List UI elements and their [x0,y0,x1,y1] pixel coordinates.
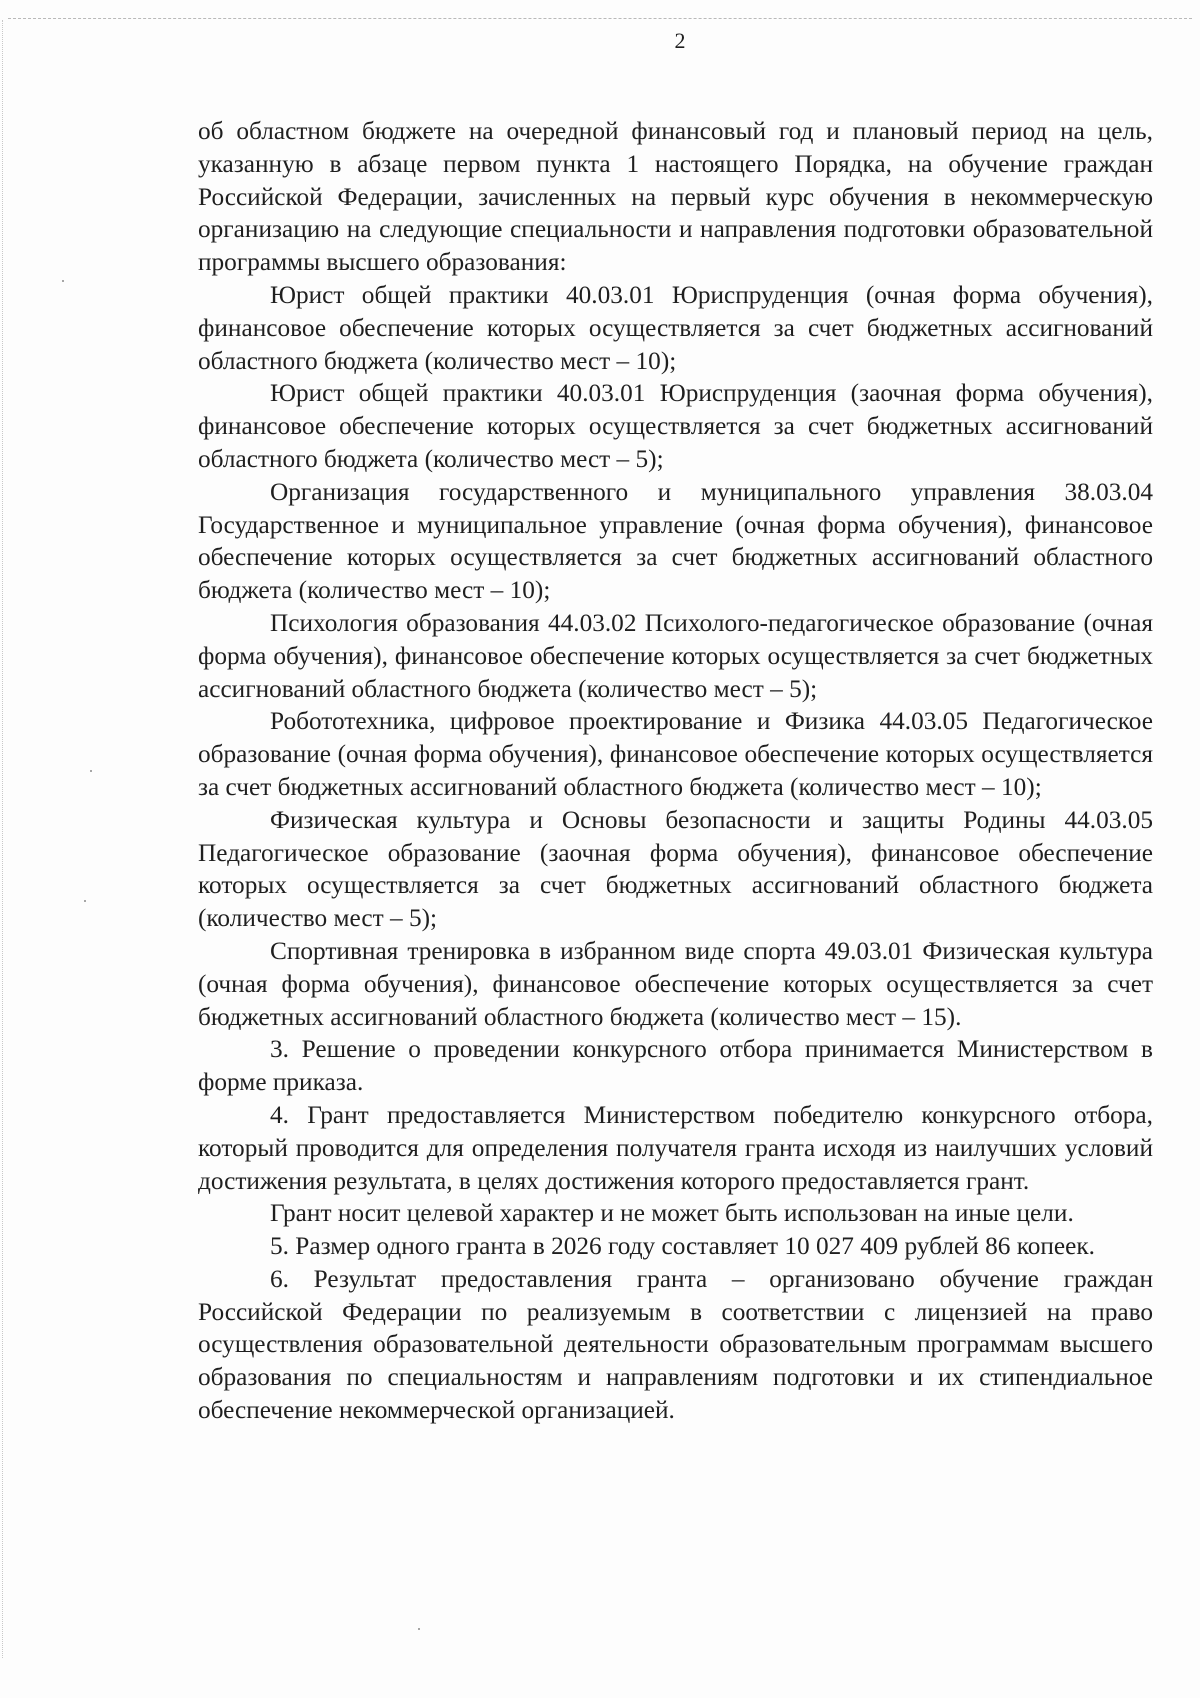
paragraph: Грант носит целевой характер и не может быть использован на иные цели. [270,1199,1074,1228]
scan-speck [90,770,92,772]
paragraph: 3. Решение о проведении конкурсного отбора принимается Министерством в форме приказа. [198,1035,1153,1097]
paragraph: Спортивная тренировка в избранном виде спорта 49.03.01 Физическая культура (очная форма обучения), финансовое обеспечение которых осуществляется за счет бюджетных ассигнований областного бюджета (количество мест – 15). [198,936,1153,1031]
paragraph: Организация государственного и муниципального управления 38.03.04 Государственное и муниципальное управление (очная форма обучения), финансовое обеспечение которых осуществляется за счет бюджетных ассигнований областного бюджета (количество мест – 10); [198,477,1153,605]
scan-speck [62,280,64,282]
paragraph: 4. Грант предоставляется Министерством победителю конкурсного отбора, который проводится для определения получателя гранта исходя из наилучших условий достижения результата, в целях достижения которого предоставляется грант. [198,1100,1153,1195]
scan-speck [418,1628,420,1630]
paragraph: Психология образования 44.03.02 Психолого-педагогическое образование (очная форма обучения), финансовое обеспечение которых осуществляется за счет бюджетных ассигнований областного бюджета (количество мест – 5); [198,608,1153,703]
scan-edge-left [2,20,3,1658]
scan-edge-top [8,18,1192,19]
paragraph: Физическая культура и Основы безопасности и защиты Родины 44.03.05 Педагогическое образование (заочная форма обучения), финансовое обеспечение которых осуществляется за счет бюджетных ассигнований областного бюджета (количество мест – 5); [198,805,1153,933]
scan-speck [84,900,86,902]
paragraph: 5. Размер одного гранта в 2026 году составляет 10 027 409 рублей 86 копеек. [270,1232,1095,1261]
paragraph: Робототехника, цифровое проектирование и Физика 44.03.05 Педагогическое образование (очная форма обучения), финансовое обеспечение которых осуществляется за счет бюджетных ассигнований областного бюджета (количество мест – 10); [198,707,1153,801]
paragraph: об областном бюджете на очередной финансовый год и плановый период на цель, указанную в абзаце первом пункта 1 настоящего Порядка, на обучение граждан Российской Федерации, зачисленных на первый курс обучения в некоммерческую организацию на следующие специальности и направления подготовки образовательной программы высшего образования: [198,117,1153,277]
page-number: 2 [674,28,686,53]
paragraph: Юрист общей практики 40.03.01 Юриспруденция (заочная форма обучения), финансовое обеспечение которых осуществляется за счет бюджетных ассигнований областного бюджета (количество мест – 5); [198,379,1153,473]
paragraph: 6. Результат предоставления гранта – организовано обучение граждан Российской Федерации по реализуемым в соответствии с лицензией на право осуществления образовательной деятельности образовательным программам высшего образования по специальностям и направлениям подготовки и их стипендиальное обеспечение некоммерческой организацией. [198,1264,1153,1425]
paragraph: Юрист общей практики 40.03.01 Юриспруденция (очная форма обучения), финансовое обеспечение которых осуществляется за счет бюджетных ассигнований областного бюджета (количество мест – 10); [198,280,1153,375]
document-body [198,115,1153,1427]
